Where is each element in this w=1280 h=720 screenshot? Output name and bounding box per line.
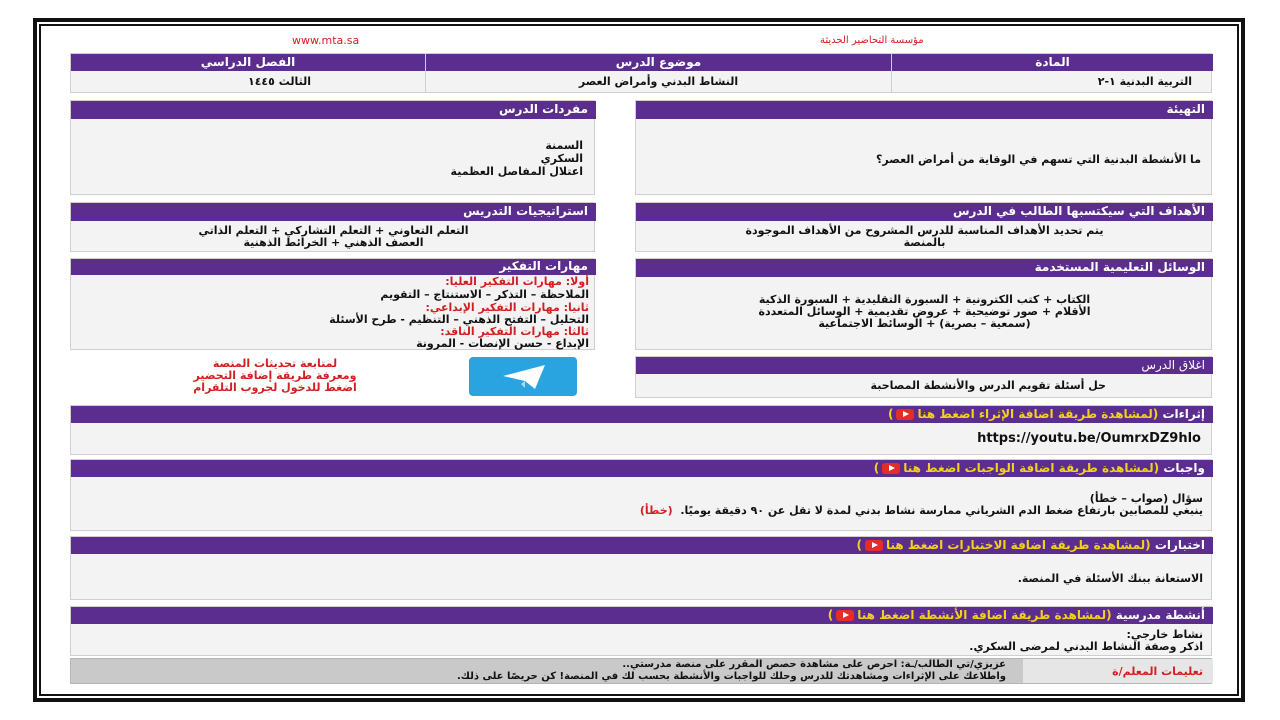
teacher-note-line: عزيزي/تي الطالب/ـة: احرص على مشاهدة حصص المقرر على منصة مدرستي.. <box>622 659 1006 670</box>
term-value: الثالث ١٤٤٥ <box>248 75 311 88</box>
activities-howto-link[interactable]: (لمشاهدة طريقة اضافة الأنشطة اضغط هنا) <box>827 608 1112 622</box>
telegram-text[interactable]: اضغط للدخول لجروب التلقرام <box>193 381 357 394</box>
youtube-icon[interactable] <box>836 610 854 621</box>
telegram-icon[interactable] <box>469 357 577 396</box>
homework-question-type: سؤال (صواب – خطأ) <box>1089 492 1203 505</box>
closing-text: حل أسئلة تقويم الدرس والأنشطة المصاحبة <box>870 379 1106 392</box>
youtube-icon[interactable] <box>865 540 883 551</box>
strategies-line: التعلم التعاوني + التعلم التشاركي + التعلم الذاتي <box>198 224 469 237</box>
tools-section <box>635 258 1212 350</box>
youtube-icon[interactable] <box>896 409 914 420</box>
warmup-text: ما الأنشطة البدنية التي تسهم في الوقاية من أمراض العصر؟ <box>876 153 1201 166</box>
closing-section <box>635 356 1212 398</box>
tests-header <box>71 537 1213 554</box>
topic-value: النشاط البدني وأمراض العصر <box>578 75 739 88</box>
thinking-title: مهارات التفكير <box>71 259 596 275</box>
vocab-item: اعتلال المفاصل العظمية <box>450 165 583 178</box>
closing-title: اغلاق الدرس <box>636 357 1213 374</box>
youtube-icon[interactable] <box>882 463 900 474</box>
tests-text: الاستعانة ببنك الأسئلة في المنصة. <box>1017 572 1203 585</box>
strategies-title: استراتيجيات التدريس <box>71 203 596 221</box>
tools-title: الوسائل التعليمية المستخدمة <box>636 259 1213 277</box>
activities-section <box>70 606 1212 656</box>
thinking-line: الملاحظة – التذكر – الاستنتاج – التقويم <box>380 288 589 301</box>
teacher-note-line: واطلاعك على الإثراءات ومشاهدتك للدرس وحلك للواجبات والأنشطة بحسب لك في المنصة! كن حريصًا على ذلك. <box>456 671 1006 682</box>
teacher-notes-section <box>70 658 1212 684</box>
vocab-section <box>70 100 595 195</box>
term-label: الفصل الدراسي <box>71 54 425 71</box>
activities-header <box>71 607 1213 624</box>
homework-howto-link[interactable]: (لمشاهدة طريقة اضافة الواجبات اضغط هنا) <box>873 461 1160 475</box>
enrichment-howto-link[interactable]: (لمشاهدة طريقة اضافة الإثراء اضغط هنا) <box>887 407 1159 421</box>
website-link[interactable]: www.mta.sa <box>292 34 360 47</box>
activities-line: نشاط خارجي: <box>1126 628 1203 641</box>
goals-title: الأهداف التي سيكتسبها الطالب في الدرس <box>636 203 1213 221</box>
homework-section <box>70 459 1212 531</box>
homework-header <box>71 460 1213 477</box>
subject-value: التربية البدنية ١-٢ <box>1097 75 1192 88</box>
thinking-line: التحليل – التفتح الذهني – التنظيم - طرح الأسئلة <box>329 313 589 326</box>
thinking-section <box>70 258 595 350</box>
warmup-section <box>635 100 1212 195</box>
homework-answer: (خطأ) <box>639 504 673 517</box>
goals-line: بالمنصة <box>903 236 946 249</box>
tests-section <box>70 536 1212 600</box>
enrichment-label: إثراءات <box>1162 407 1205 421</box>
teacher-label: تعليمات المعلم/ة <box>1112 665 1203 678</box>
thinking-heading: أولا: مهارات التفكير العليا: <box>445 275 589 288</box>
vocab-title: مفردات الدرس <box>71 101 596 119</box>
warmup-title: التهيئة <box>636 101 1213 119</box>
thinking-heading: ثالثا: مهارات التفكير الناقد: <box>440 325 589 338</box>
subject-label: المادة <box>892 54 1213 71</box>
strategies-section <box>70 202 595 252</box>
tools-line: الكتاب + كتب الكترونية + السبورة التقليدية + السبورة الذكية <box>758 293 1091 306</box>
enrichment-url[interactable]: https://youtu.be/OumrxDZ9hlo <box>977 431 1201 446</box>
homework-question: ينبغي للمصابين بارتفاع ضغط الدم الشرياني ممارسة نشاط بدني لمدة لا تقل عن ٩٠ دقيقة يوميًا. (خطأ) <box>639 504 1203 517</box>
goals-section <box>635 202 1212 252</box>
telegram-text: ومعرفة طريقة إضافة التحضير <box>193 369 357 382</box>
info-table <box>70 53 1212 93</box>
strategies-line: العصف الذهني + الخرائط الذهنية <box>243 236 424 249</box>
enrichment-section <box>70 405 1212 455</box>
telegram-text: لمتابعة تحديثات المنصة <box>212 357 338 370</box>
thinking-line: الإبداع - حسن الإنصات - المرونة <box>416 337 589 350</box>
enrichment-header <box>71 406 1213 423</box>
tests-label: اختبارات <box>1154 538 1205 552</box>
homework-label: واجبات <box>1163 461 1205 475</box>
vocab-item: السمنة <box>545 139 583 152</box>
activities-label: أنشطة مدرسية <box>1115 608 1205 622</box>
activities-line: اذكر وصفة النشاط البدني لمرضى السكري. <box>969 640 1203 653</box>
thinking-heading: ثانيا: مهارات التفكير الإبداعي: <box>425 301 589 314</box>
topic-label: موضوع الدرس <box>426 54 891 71</box>
vocab-item: السكري <box>540 152 583 165</box>
tests-howto-link[interactable]: (لمشاهدة طريقة اضافة الاختبارات اضغط هنا) <box>856 538 1151 552</box>
institution-name: مؤسسة التحاضير الحديثة <box>820 35 924 46</box>
goals-line: يتم تحديد الأهداف المناسبة للدرس المشروح من الأهداف الموجودة <box>745 224 1104 237</box>
tools-line: (سمعية – بصرية) + الوسائط الاجتماعية <box>818 317 1031 330</box>
tools-line: الأقلام + صور توضيحية + عروض تقديمية + الوسائل المتعددة <box>758 305 1091 318</box>
